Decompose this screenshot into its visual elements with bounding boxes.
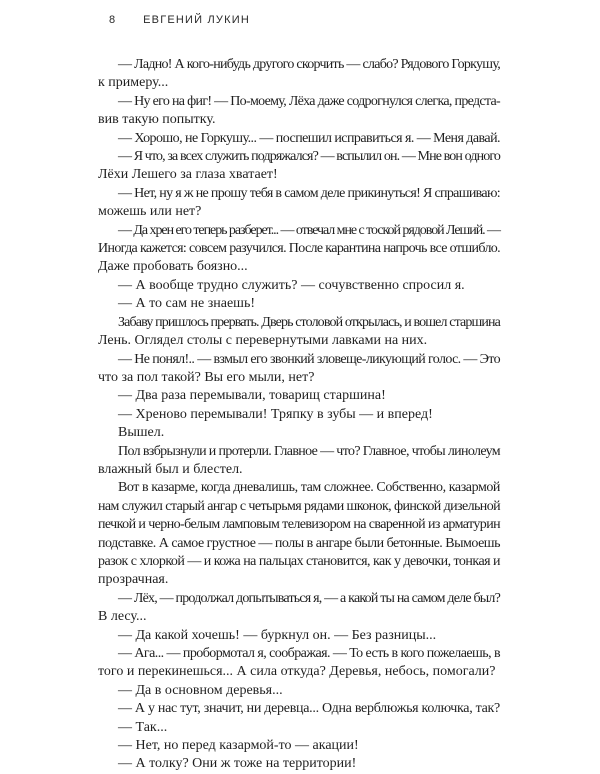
text-line: — Так...: [118, 719, 168, 735]
text-line: — Ладно! А кого-нибудь другого скорчить — слабо? Рядового Горкушу,: [118, 57, 501, 72]
text-line: того и перекинешься... А сила откуда? Деревья, небось, помогали?: [98, 664, 496, 680]
text-line: печкой и черно-белым ламповым телевизором на сваренной из арматурин: [98, 517, 501, 533]
running-head: [109, 14, 250, 26]
text-line: прозрачная.: [98, 572, 169, 588]
text-line: Лень. Оглядел столы с перевернутыми лавками на них.: [98, 333, 428, 349]
text-line: что за пол такой? Вы его мыли, нет?: [98, 369, 315, 385]
page-number: 8: [109, 14, 116, 26]
text-line: — А вообще трудно служить? — сочувственно спросил я.: [118, 277, 465, 293]
text-line: — А у нас тут, значит, ни деревца... Одна верблюжья колючка, так?: [118, 701, 500, 717]
text-line: — А то сам не знаешь!: [118, 296, 255, 312]
text-line: — Ага... — пробормотал я, соображая. — То есть в кого пожелаешь, в: [118, 646, 501, 661]
text-line: — Нет, ну я ж не прошу тебя в самом деле прикинуться! Я спрашиваю:: [118, 185, 501, 201]
text-line: Вышел.: [118, 425, 165, 441]
text-line: вив такую попытку.: [98, 112, 216, 128]
text-line: — Я что, за всех служить подряжался? — вспылил он. — Мне вон одного: [118, 149, 500, 165]
text-line: разок с хлоркой — и кожа на пальцах становится, как у девочки, тонкая и: [98, 553, 500, 569]
text-line: — Нет, но перед казармой-то — акации!: [118, 738, 359, 754]
text-line: — Да хрен его теперь разберет... — отвечал мне с тоской рядовой Леший. —: [118, 222, 501, 238]
text-line: Даже пробовать боязно...: [98, 259, 248, 275]
text-line: можешь или нет?: [98, 204, 202, 220]
author-name: ЕВГЕНИЙ ЛУКИН: [143, 14, 250, 26]
text-line: — Да в основном деревья...: [118, 682, 283, 698]
text-line: подставке. А самое грустное — полы в ангаре были бетонные. Вымоешь: [98, 535, 500, 551]
text-line: — Хорошо, не Горкушу... — поспешил исправиться я. — Меня давай.: [118, 130, 500, 146]
text-line: Иногда кажется: совсем разучился. После карантина напрочь все отшибло.: [98, 241, 501, 257]
text-line: — Не понял!.. — взмыл его звонкий зловеще-ликующий голос. — Это: [118, 351, 500, 367]
text-line: Лёхи Лешего за глаза хватает!: [98, 167, 278, 183]
text-line: Пол взбрызнули и протерли. Главное — что? Главное, чтобы линолеум: [118, 443, 500, 459]
text-line: — Лёх, — продолжал допытываться я, — а какой ты на самом деле был?: [118, 590, 500, 606]
text-line: Вот в казарме, когда дневалишь, там сложнее. Собственно, казармой: [118, 480, 500, 496]
text-line: к примеру...: [98, 75, 169, 91]
text-line: нам служил старый ангар с четырьмя рядами шконок, финской дизельной: [98, 498, 501, 514]
text-line: В лесу...: [98, 609, 147, 625]
text-line: влажный был и блестел.: [98, 461, 243, 477]
text-line: — Хреново перемывали! Тряпку в зубы — и вперед!: [118, 406, 433, 422]
text-line: — Да какой хочешь! — буркнул он. — Без разницы...: [118, 627, 437, 643]
text-line: — А толку? Они ж тоже на территории!: [118, 756, 357, 772]
body-text: [98, 56, 500, 774]
text-line: — Два раза перемывали, товарищ старшина!: [118, 388, 386, 404]
text-line: Забаву пришлось прервать. Дверь столовой открылась, и вошел старшина: [118, 314, 500, 330]
text-line: — Ну его на фиг! — По-моему, Лёха даже содрогнулся слегка, предста-: [118, 93, 501, 109]
